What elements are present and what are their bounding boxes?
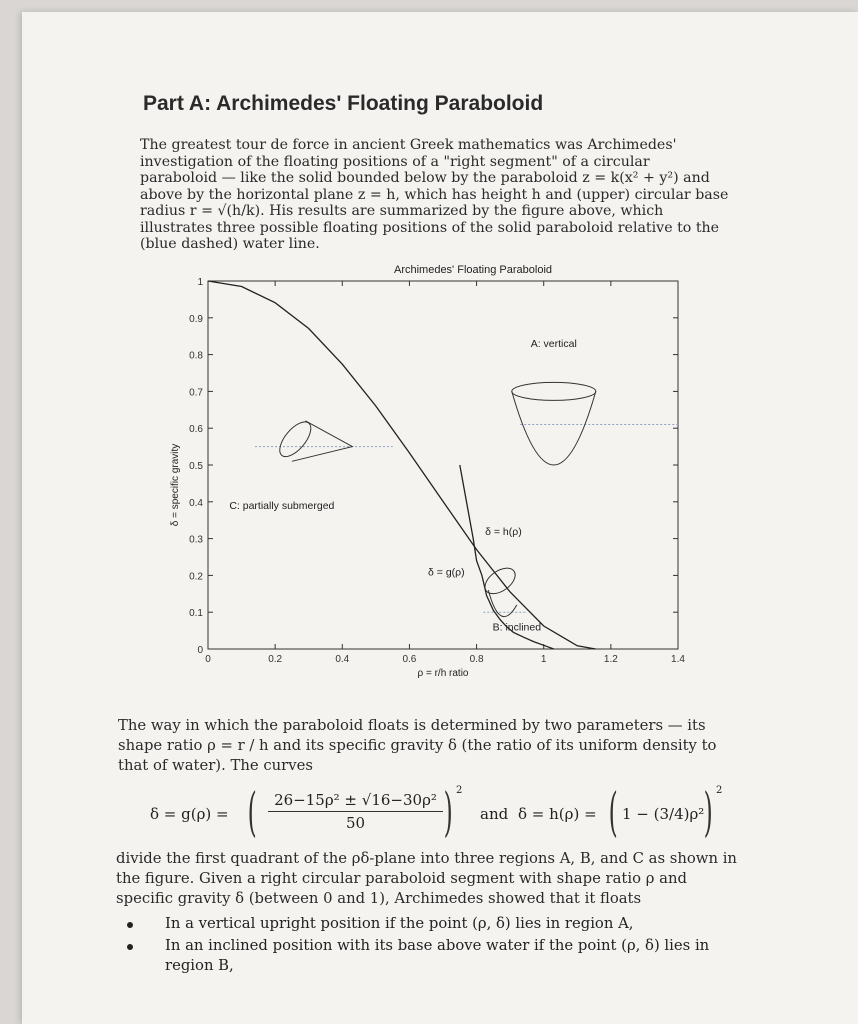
x-tick-label: 0 [205, 654, 211, 665]
g-equation-lhs: δ = g(ρ) = [150, 805, 229, 823]
chart-title: Archimedes' Floating Paraboloid [393, 264, 553, 276]
annotation-label: δ = g(ρ) [428, 566, 465, 579]
x-axis-label: ρ = r/h ratio [417, 668, 469, 679]
series-line [208, 281, 596, 649]
annotation-label: B: inclined [492, 621, 542, 634]
bullet-item [165, 936, 725, 976]
paraboloid-a-body [512, 391, 596, 465]
y-axis-label: δ = specific gravity [170, 443, 181, 527]
y-tick-label: 0 [197, 645, 203, 656]
bullet-item [165, 914, 725, 934]
h-left-paren: ( [608, 783, 618, 843]
annotation-label: δ = h(ρ) [485, 525, 522, 538]
h-right-paren: ) [703, 783, 713, 843]
y-tick-label: 0.2 [189, 571, 203, 583]
paraboloid-c-body [292, 421, 352, 461]
x-tick-label: 1.2 [603, 654, 618, 665]
x-tick-label: 1 [540, 654, 547, 665]
g-fraction [268, 791, 443, 832]
y-tick-label: 0.6 [189, 424, 203, 436]
y-tick-label: 0.8 [189, 350, 203, 362]
x-tick-label: 0.2 [268, 654, 283, 665]
x-tick-label: 0.8 [469, 654, 484, 665]
h-power: 2 [716, 785, 723, 796]
explanation-paragraph: The way in which the paraboloid floats is determined by two parameters — its shape ratio ρ = r / h and its specific gravity δ (the ratio of its uniform density to that of water). The curves [118, 717, 717, 774]
bullet-text: In a vertical upright position if the point (ρ, δ) lies in region A, [165, 915, 634, 932]
y-tick-label: 0.5 [189, 461, 203, 472]
g-numerator: 26−15ρ² ± √16−30ρ² [274, 791, 437, 809]
g-power: 2 [456, 785, 463, 796]
and-word: and [480, 805, 509, 823]
bullet-text: In an inclined position with its base above water if the point (ρ, δ) lies in region B, [165, 937, 710, 974]
y-tick-label: 0.9 [189, 313, 203, 325]
regions-paragraph: divide the first quadrant of the ρδ-plane into three regions A, B, and C as shown in the figure. Given a right circular paraboloid segment with shape ratio ρ and specific gravity δ (between 0 and 1), Archimedes showed that it floats [116, 850, 737, 907]
left-paren: ( [247, 783, 257, 843]
plot-frame [208, 281, 678, 649]
equation-row [150, 783, 723, 845]
x-tick-label: 0.6 [402, 654, 417, 665]
y-tick-label: 1 [197, 277, 203, 288]
annotation-label: C: partially submerged [229, 500, 335, 513]
h-equation-lhs: δ = h(ρ) = [518, 805, 597, 823]
y-tick-label: 0.1 [189, 608, 203, 620]
g-denominator: 50 [345, 814, 366, 832]
h-equation-body: 1 − (3/4)ρ² [622, 805, 705, 823]
intro-paragraph: The greatest tour de force in ancient Greek mathematics was Archimedes' investigation of the floating positions of a "right segment" of a circular paraboloid — like the solid bounded below by the paraboloid z = k(x² + y²) and above by the horizontal plane z = h, which has height h and (upper) circular base radius r = √(h/k). His results are summarized by the figure above, which illustrates three possible floating positions of the solid paraboloid relative to the (blue dashed) water line. [140, 137, 729, 252]
page-title: Part A: Archimedes' Floating Paraboloid [143, 92, 544, 115]
y-tick-label: 0.4 [189, 497, 203, 509]
paraboloid-a-rim [512, 382, 596, 400]
x-tick-label: 1.4 [671, 654, 685, 665]
annotation-label: A: vertical [530, 338, 577, 351]
y-tick-label: 0.3 [189, 534, 203, 546]
y-tick-label: 0.7 [189, 387, 203, 399]
right-paren: ) [443, 783, 453, 843]
x-tick-label: 0.4 [335, 654, 350, 665]
